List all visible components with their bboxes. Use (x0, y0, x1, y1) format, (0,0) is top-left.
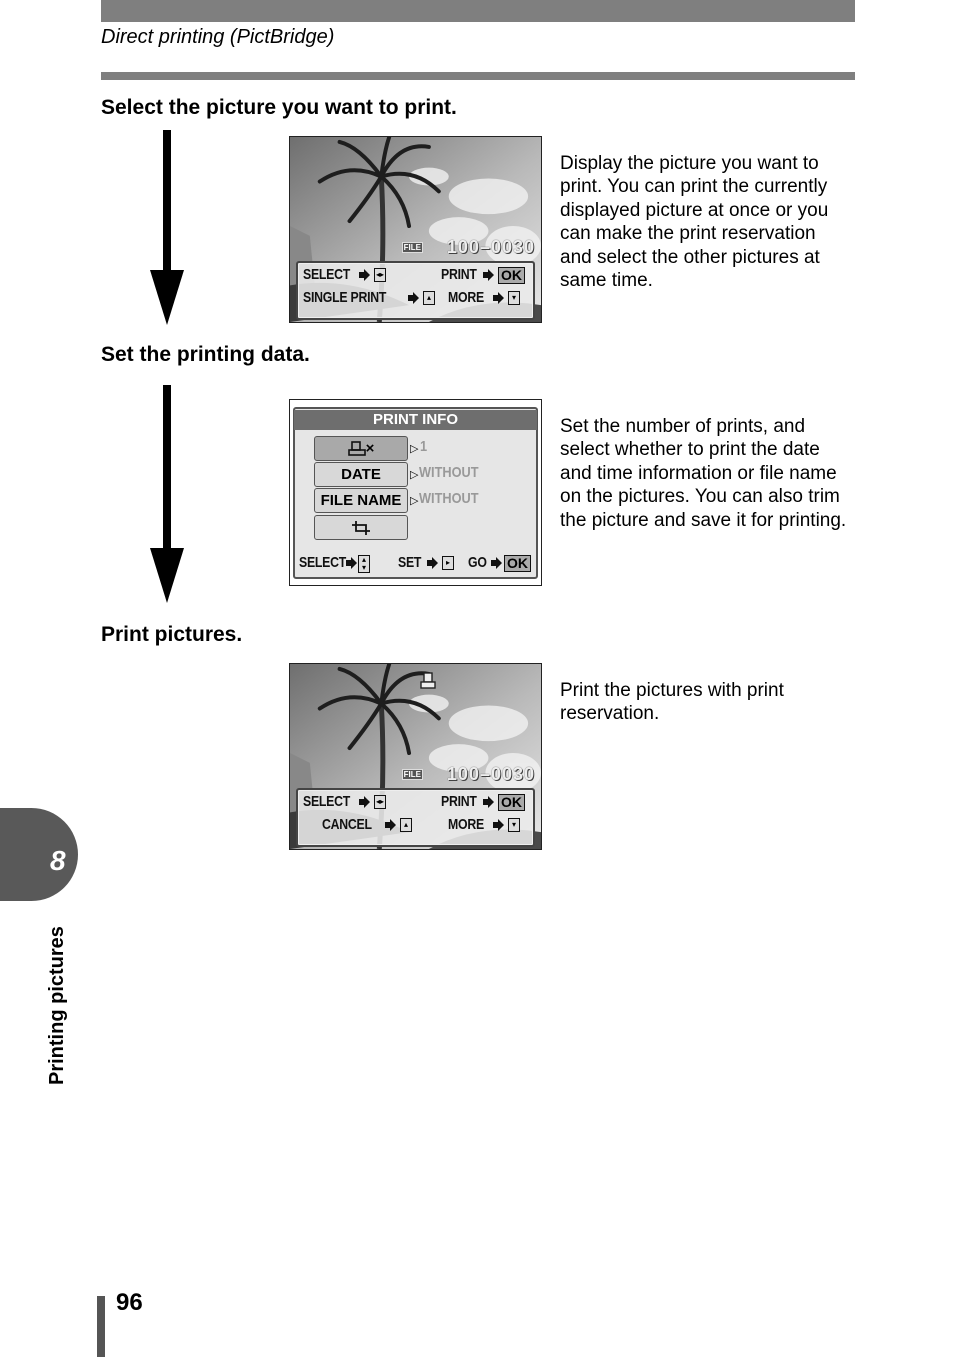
up-key-icon: ▴ (400, 818, 412, 832)
right-arrow-icon (407, 292, 419, 304)
control-panel (296, 261, 535, 320)
header-bar (101, 0, 855, 22)
right-arrow-icon (482, 269, 494, 281)
trim-icon (351, 520, 371, 536)
camera-screen-select (289, 136, 542, 323)
ok-button-icon: OK (498, 794, 525, 811)
date-button[interactable] (314, 462, 408, 487)
chapter-label: Printing pictures (46, 926, 68, 1085)
row-pointer-icon: ▷ (410, 495, 419, 507)
go-label: GO (468, 554, 487, 571)
row-pointer-icon: ▷ (410, 469, 419, 481)
step-2-heading: Set the printing data. (101, 343, 310, 366)
file-name-button-label: FILE NAME (320, 492, 402, 509)
menu-title: PRINT INFO (294, 410, 537, 430)
print-label: PRINT (441, 793, 477, 810)
control-panel (296, 788, 535, 847)
right-arrow-icon (384, 819, 396, 831)
down-key-icon: ▾ (508, 818, 520, 832)
section-title: Direct printing (PictBridge) (101, 26, 335, 48)
date-button-label: DATE (341, 466, 381, 483)
down-arrow-icon (148, 130, 186, 325)
down-arrow-icon (148, 385, 186, 603)
right-arrow-icon (426, 557, 438, 569)
right-arrow-icon (358, 796, 370, 808)
chapter-tab (0, 808, 78, 901)
trim-button[interactable] (314, 515, 408, 540)
ok-button-icon: OK (504, 555, 531, 572)
step-3-heading: Print pictures. (101, 623, 243, 646)
right-key-icon: ▸ (442, 556, 454, 570)
file-icon: FILE (403, 770, 421, 779)
file-name-value: WITHOUT (419, 490, 479, 507)
down-key-icon: ▾ (508, 291, 520, 305)
more-label: MORE (448, 816, 484, 833)
print-reserved-icon (420, 672, 436, 690)
cancel-label: CANCEL (322, 816, 372, 833)
print-label: PRINT (441, 266, 477, 283)
step-1-description: Display the picture you want to print. You can print the currently displayed picture at once or you can make the print reservation and select the other pictures at same time. (560, 153, 829, 292)
camera-screen-print (289, 663, 542, 850)
up-down-key-icon: ▴ ▾ (358, 555, 370, 573)
right-arrow-icon (490, 557, 502, 569)
left-right-key-icon: ◂▸ (374, 795, 386, 809)
quantity-button[interactable] (314, 436, 408, 461)
single-print-label: SINGLE PRINT (303, 289, 387, 306)
file-number: 100–0030 (446, 764, 535, 784)
select-label: SELECT (303, 266, 351, 283)
date-value: WITHOUT (419, 464, 479, 481)
step-1-heading: Select the picture you want to print. (101, 96, 457, 119)
up-key-icon: ▴ (423, 291, 435, 305)
left-right-key-icon: ◂▸ (374, 268, 386, 282)
quantity-value: 1 (420, 438, 428, 455)
step-3-description: Print the pictures with print reservation. (560, 680, 784, 725)
page-number: 96 (116, 1289, 143, 1316)
right-arrow-icon (492, 292, 504, 304)
right-arrow-icon (345, 557, 357, 569)
right-arrow-icon (482, 796, 494, 808)
step-2-description: Set the number of prints, and select whether to print the date and time information or file name on the pictures. You can also trim the picture and save it for printing. (560, 416, 847, 531)
quantity-button-label: × (365, 440, 375, 457)
camera-screen-print-info (289, 399, 542, 586)
file-number: 100–0030 (446, 237, 535, 257)
file-name-button[interactable] (314, 488, 408, 513)
ok-button-icon: OK (498, 267, 525, 284)
header-rule (101, 72, 855, 80)
file-icon: FILE (403, 243, 421, 252)
right-arrow-icon (492, 819, 504, 831)
row-pointer-icon: ▷ (410, 443, 419, 455)
select-label: SELECT (299, 554, 347, 571)
chapter-number: 8 (50, 845, 66, 876)
right-arrow-icon (358, 269, 370, 281)
more-label: MORE (448, 289, 484, 306)
page-number-bar (97, 1296, 105, 1357)
printer-icon (348, 441, 366, 457)
select-label: SELECT (303, 793, 351, 810)
set-label: SET (398, 554, 422, 571)
